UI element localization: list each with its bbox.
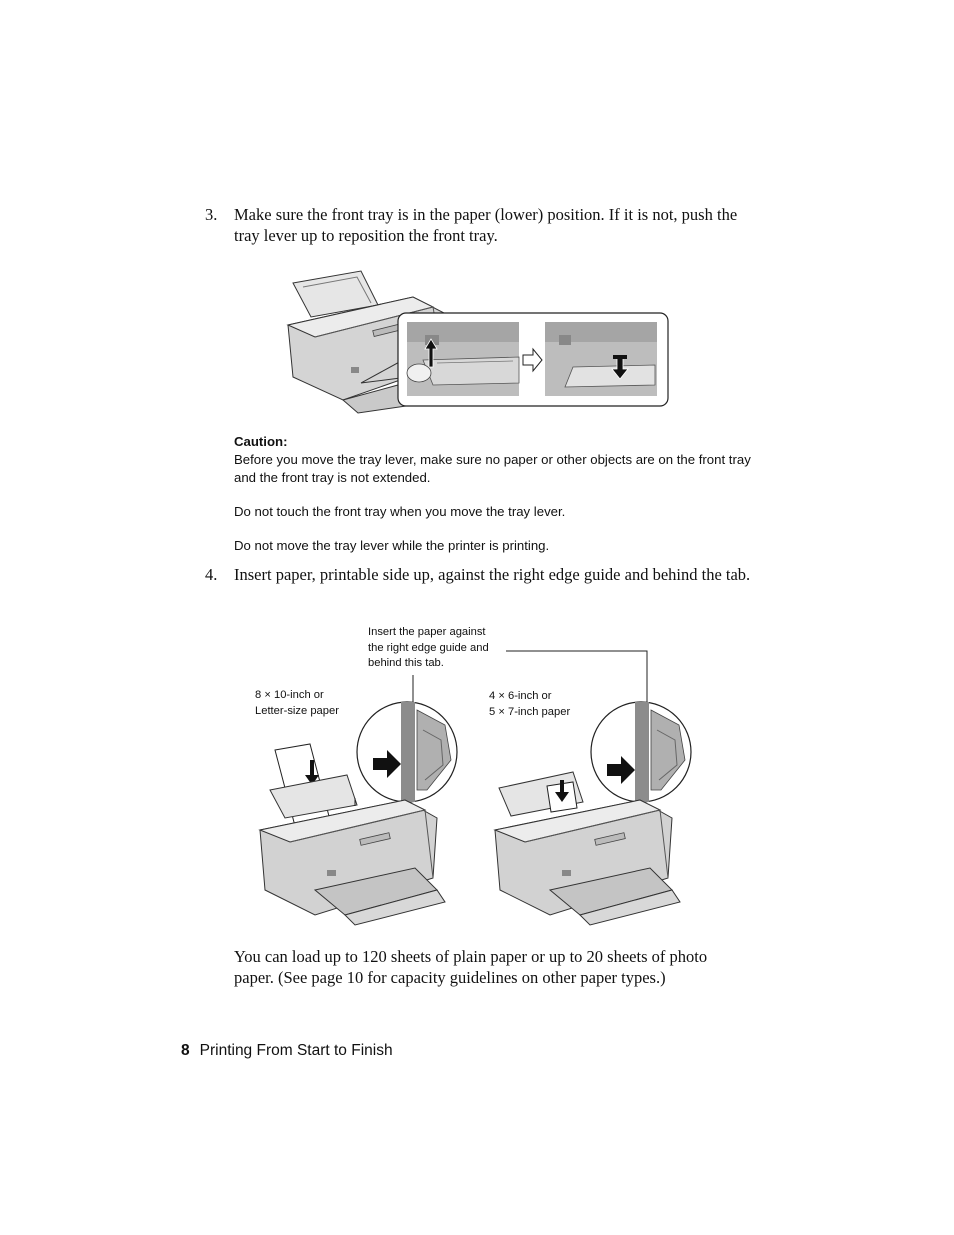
caution-heading: Caution:	[234, 434, 288, 449]
caution-block	[234, 433, 754, 555]
tray-lever-illustration	[283, 265, 673, 415]
label-photo-size: 4 × 6-inch or 5 × 7-inch paper	[489, 690, 571, 718]
page-number: 8	[181, 1042, 190, 1059]
caution-line-3: Do not move the tray lever while the printer is printing.	[234, 538, 550, 553]
step-3-text: Make sure the front tray is in the paper (lower) position. If it is not, push the tray lever up to reposition the front tray.	[234, 205, 738, 245]
step-3-number: 3.	[205, 205, 218, 224]
caution-line-1: Before you move the tray lever, make sure no paper or other objects are on the front tray and the front tray is not extended.	[234, 452, 751, 485]
caution-line-2: Do not touch the front tray when you move the tray lever.	[234, 504, 566, 519]
step-4-number: 4.	[205, 565, 218, 584]
callout-insert-paper: Insert the paper against the right edge guide and behind this tab.	[368, 626, 489, 669]
label-letter-size: 8 × 10-inch or Letter-size paper	[255, 689, 339, 717]
step-4-text: Insert paper, printable side up, against the right edge guide and behind the tab.	[234, 565, 751, 584]
capacity-note: You can load up to 120 sheets of plain paper or up to 20 sheets of photo paper. (See page 10 for capacity guidelines on other paper types.)	[234, 947, 708, 987]
paper-loading-illustration	[255, 640, 695, 930]
page-footer	[181, 1042, 393, 1060]
section-title: Printing From Start to Finish	[199, 1042, 393, 1059]
